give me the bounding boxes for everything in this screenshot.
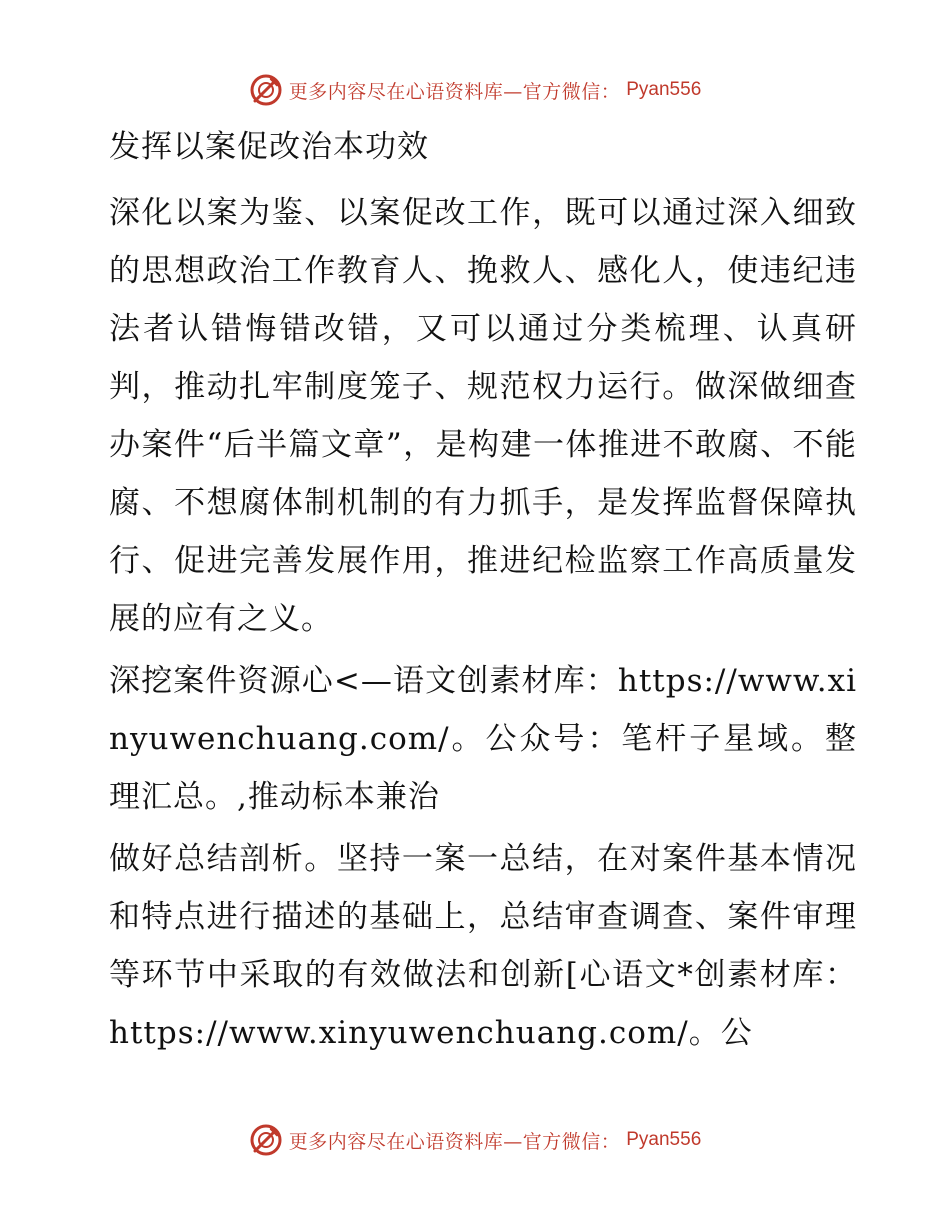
brand-logo-icon	[249, 73, 283, 107]
paragraph-1: 深化以案为鉴、以案促改工作，既可以通过深入细致的思想政治工作教育人、挽救人、感化人，使违纪违法者认错悔错改错，又可以通过分类梳理、认真研判，推动扎牢制度笼子、规范权力运行。做深做细查办案件“后半篇文章”，是构建一体推进不敢腐、不能腐、不想腐体制机制的有力抓手，是发挥监督保障执行、促进完善发展作用，推进纪检监察工作高质量发展的应有之义。	[109, 195, 857, 637]
document-title: 发挥以案促改治本功效	[109, 129, 429, 165]
footer-banner-id: Pyan556	[626, 1129, 702, 1150]
document-body	[97, 118, 857, 1066]
paragraph-3: 做好总结剖析。坚持一案一总结，在对案件基本情况和特点进行描述的基础上，总结审查调查、案件审理等环节中采取的有效做法和创新[心语文*创素材库：https://www.xinyuwenchuang.com/。公	[109, 841, 857, 1051]
header-banner	[0, 70, 950, 110]
paragraph-2: 深挖案件资源心<—语文创素材库：https://www.xinyuwenchuang.com/。公众号：笔杆子星域。整理汇总。,推动标本兼治	[109, 663, 857, 815]
brand-logo-icon	[249, 1123, 283, 1157]
header-banner-text: 更多内容尽在心语资料库—官方微信：	[288, 80, 621, 103]
header-banner-id: Pyan556	[626, 79, 702, 100]
footer-banner-text: 更多内容尽在心语资料库—官方微信：	[288, 1130, 621, 1153]
footer-banner	[0, 1120, 950, 1160]
